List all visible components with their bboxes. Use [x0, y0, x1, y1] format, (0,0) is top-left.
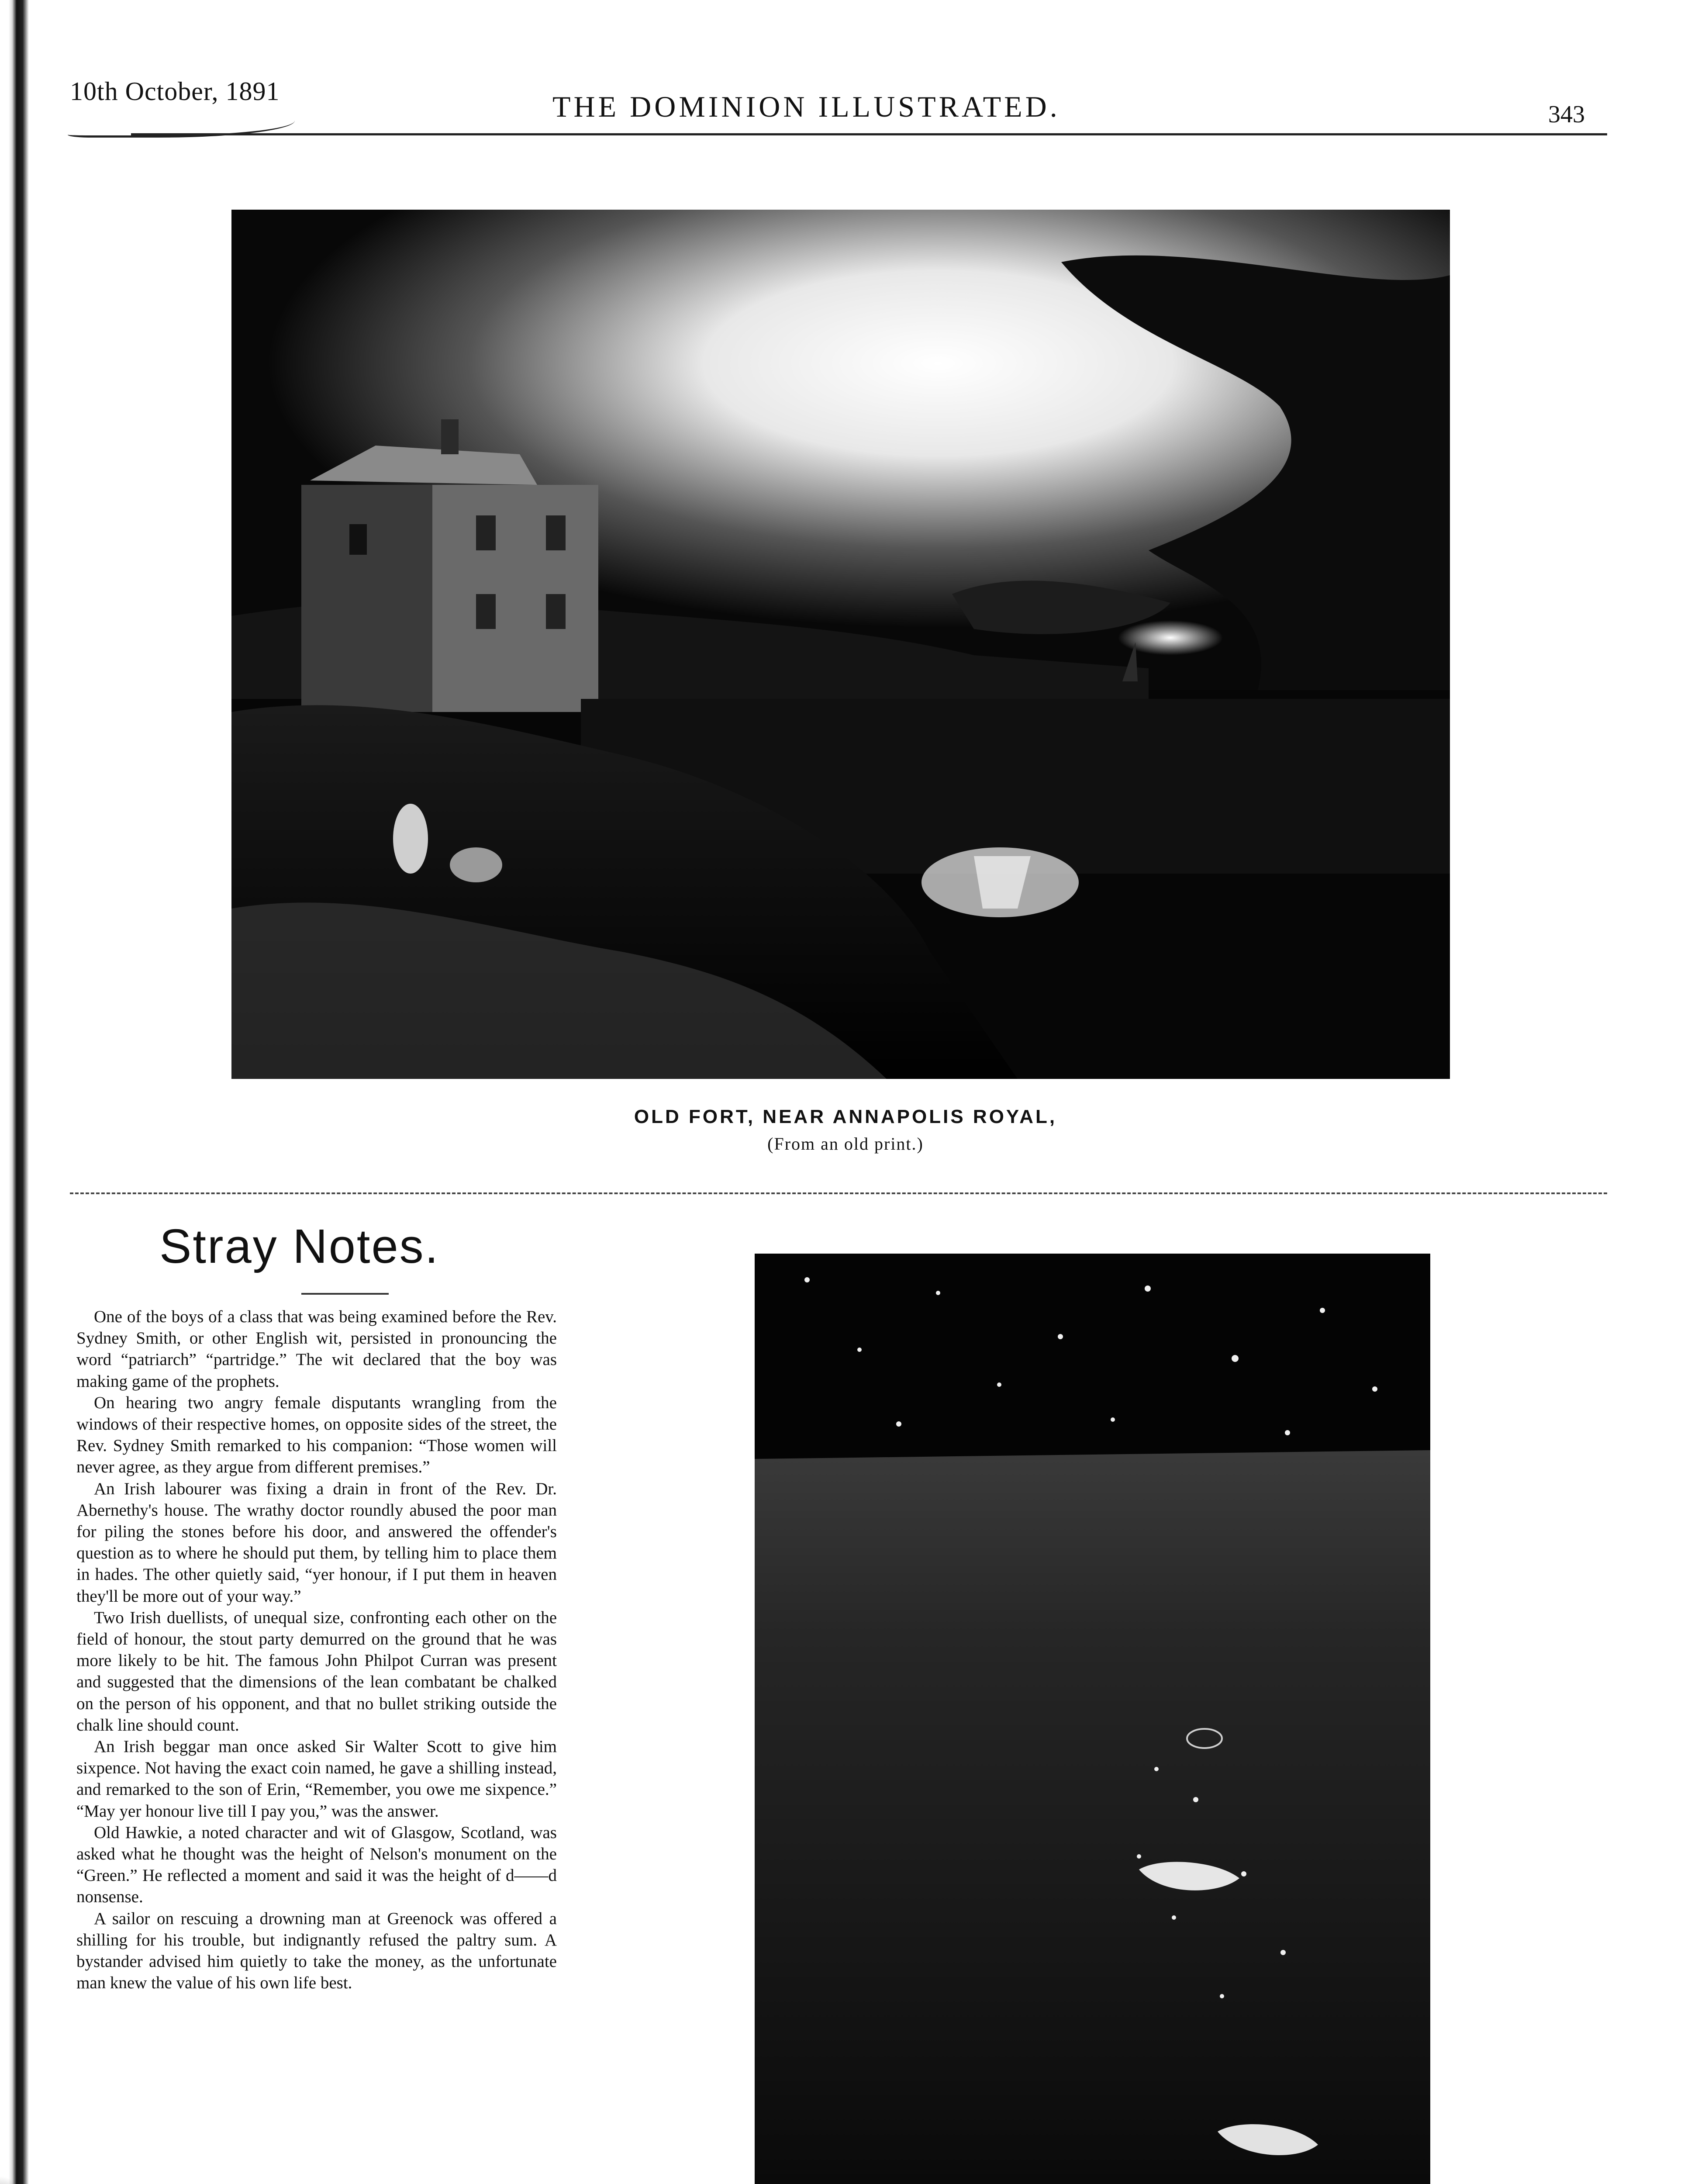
heading-rule: [301, 1293, 389, 1295]
masthead-title: THE DOMINION ILLUSTRATED.: [552, 90, 1060, 123]
old-fort-credit: (From an old print.): [767, 1134, 924, 1154]
article-body: [76, 1306, 557, 1994]
paragraph-duellists: Two Irish duellists, of unequal size, confronting each other on the field of honour, the stout party demurred on the ground that he was more likely to be hit. The famous John Philpot Curran was present and suggested that the dimensions of the lean combatant be chalked on the person of his opponent, and that no bullet striking outside the chalk line should count.: [76, 1608, 557, 1735]
old-fort-caption: OLD FORT, NEAR ANNAPOLIS ROYAL,: [634, 1106, 1057, 1127]
header-rule: [131, 133, 1607, 135]
paragraph-hawkie: Old Hawkie, a noted character and wit of Glasgow, Scotland, was asked what he thought was the height of Nelson's monument on the “Green.” He reflected a moment and said it was the height of d——d nonsense.: [76, 1823, 557, 1907]
paragraph-abernethy: An Irish labourer was fixing a drain in front of the Rev. Dr. Abernethy's house. The wrathy doctor roundly abused the poor man for piling the stones before his door, and answered the offender's question as to where he should put them, by telling him to place them in hades. The other quietly said, “yer honour, if I put them in heaven they'll be more out of your way.”: [76, 1479, 557, 1606]
paragraph-beggar: An Irish beggar man once asked Sir Walter Scott to give him sixpence. Not having the exact coin named, he gave a shilling instead, and remarked to the son of Erin, “Remember, you owe me sixpence.” “May yer honour live till I pay you,” was the answer.: [76, 1737, 557, 1821]
header-date: 10th October, 1891: [70, 77, 280, 106]
paragraph-partridge: One of the boys of a class that was being examined before the Rev. Sydney Smith, or other English wit, persisted in pronouncing the word “patriarch” “partridge.” The wit declared that the boy was making game of the prophets.: [76, 1307, 557, 1391]
paragraph-sailor: A sailor on rescuing a drowning man at Greenock was offered a shilling for his trouble, but indignantly refused the paltry sum. A bystander advised him quietly to take the money, as the unfortunate man knew the value of his own life best.: [76, 1909, 557, 1993]
old-fort-engraving: [231, 210, 1450, 1079]
binding-ink-blot: [0, 2175, 48, 2184]
article-heading: Stray Notes.: [159, 1220, 440, 1273]
page-number: 343: [1548, 101, 1585, 128]
paragraph-premises: On hearing two angry female disputants wrangling from the windows of their respective homes, on opposite sides of the street, the Rev. Sydney Smith remarked to his companion: “Those women will never agree, as they argue from different premises.”: [76, 1393, 557, 1477]
tombstone-photograph: [755, 1254, 1430, 2184]
binding-shadow: [0, 0, 31, 2184]
section-separator: [70, 1192, 1607, 1194]
